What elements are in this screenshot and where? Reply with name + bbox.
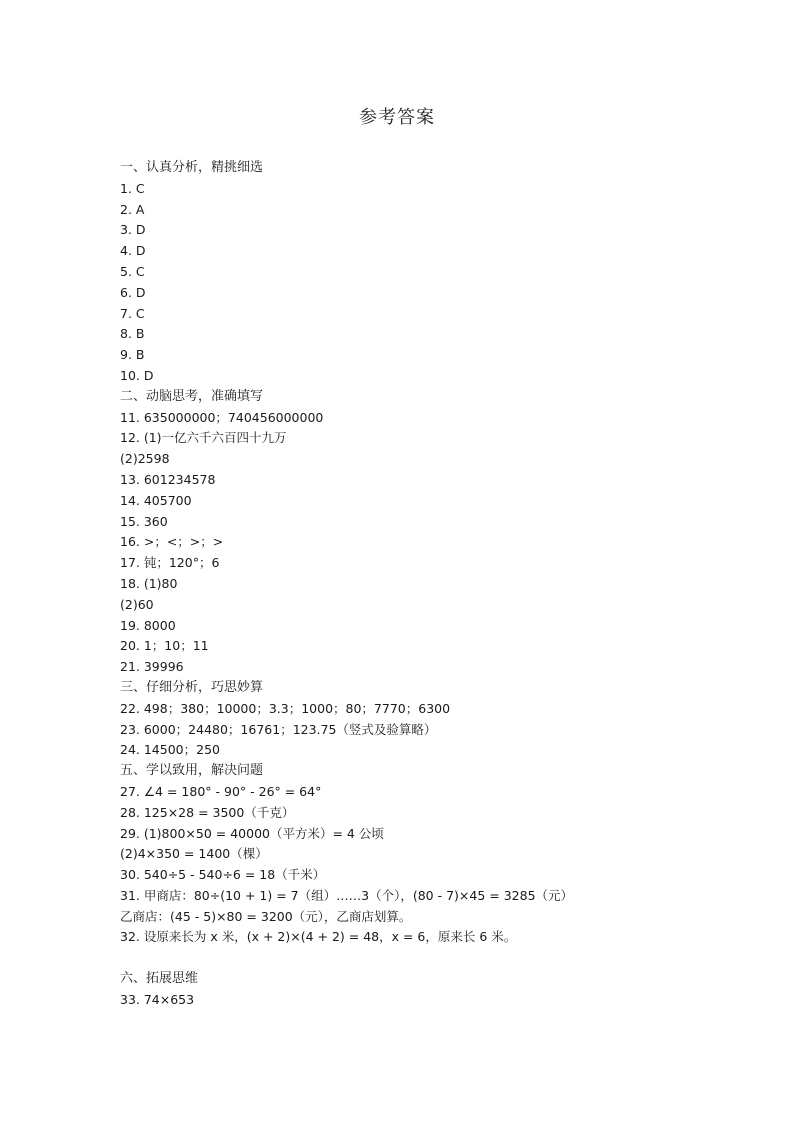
answer-line: 11. 635000000；740456000000	[120, 409, 324, 425]
answer-line: 21. 39996	[120, 659, 184, 675]
page-title: 参考答案	[359, 107, 435, 128]
answer-line: 2. A	[120, 201, 145, 217]
answer-line: (2)2598	[120, 451, 170, 467]
section-heading: 六、拓展思维	[120, 971, 199, 987]
answer-line: 10. D	[120, 367, 154, 383]
answer-line: 30. 540÷5 - 540÷6 = 18（千米）	[120, 867, 326, 883]
answer-line: 9. B	[120, 347, 145, 363]
answer-line: 5. C	[120, 263, 145, 279]
answer-line: 7. C	[120, 305, 145, 321]
answer-line: 24. 14500；250	[120, 742, 220, 758]
answer-line: 15. 360	[120, 513, 168, 529]
section-heading: 五、学以致用，解决问题	[120, 763, 264, 779]
answer-line: 16. >；<；>；>	[120, 534, 224, 550]
answer-line: 19. 8000	[120, 617, 176, 633]
answer-line: 31. 甲商店：80÷(10 + 1) = 7（组）……3（个），(80 - 7)×45 = 3285（元）	[120, 887, 574, 903]
answer-line: 27. ∠4 = 180° - 90° - 26° = 64°	[120, 783, 322, 799]
answer-line: 1. C	[120, 180, 145, 196]
answer-line: 28. 125×28 = 3500（千克）	[120, 804, 295, 820]
answer-line: 12. (1)一亿六千六百四十九万	[120, 430, 287, 446]
answer-line: (2)60	[120, 596, 154, 612]
answer-line: 3. D	[120, 222, 146, 238]
section-heading: 一、认真分析，精挑细选	[120, 160, 264, 175]
answer-line: 29. (1)800×50 = 40000（平方米）= 4 公顷	[120, 825, 384, 841]
answer-line: (2)4×350 = 1400（棵）	[120, 846, 268, 862]
answer-line: 18. (1)80	[120, 575, 178, 591]
answer-line: 32. 设原来长为 x 米，(x + 2)×(4 + 2) = 48，x = 6，原来长 6 米。	[120, 929, 517, 945]
answer-list	[120, 158, 740, 1011]
blank-line	[120, 948, 740, 969]
section-heading: 二、动脑思考，准确填写	[120, 388, 264, 404]
answer-line: 8. B	[120, 326, 145, 342]
answer-line: 6. D	[120, 284, 146, 300]
answer-line: 乙商店：(45 - 5)×80 = 3200（元），乙商店划算。	[120, 908, 412, 924]
answer-line: 22. 498；380；10000；3.3；1000；80；7770；6300	[120, 700, 451, 716]
answer-line: 13. 601234578	[120, 471, 216, 487]
answer-line: 33. 74×653	[120, 991, 195, 1007]
answer-line: 14. 405700	[120, 492, 192, 508]
answer-line: 23. 6000；24480；16761；123.75（竖式及验算略）	[120, 721, 437, 737]
section-heading: 三、仔细分析，巧思妙算	[120, 679, 264, 695]
answer-line: 20. 1；10；11	[120, 638, 209, 654]
answer-line: 17. 钝；120°；6	[120, 555, 220, 571]
answer-line: 4. D	[120, 243, 146, 259]
